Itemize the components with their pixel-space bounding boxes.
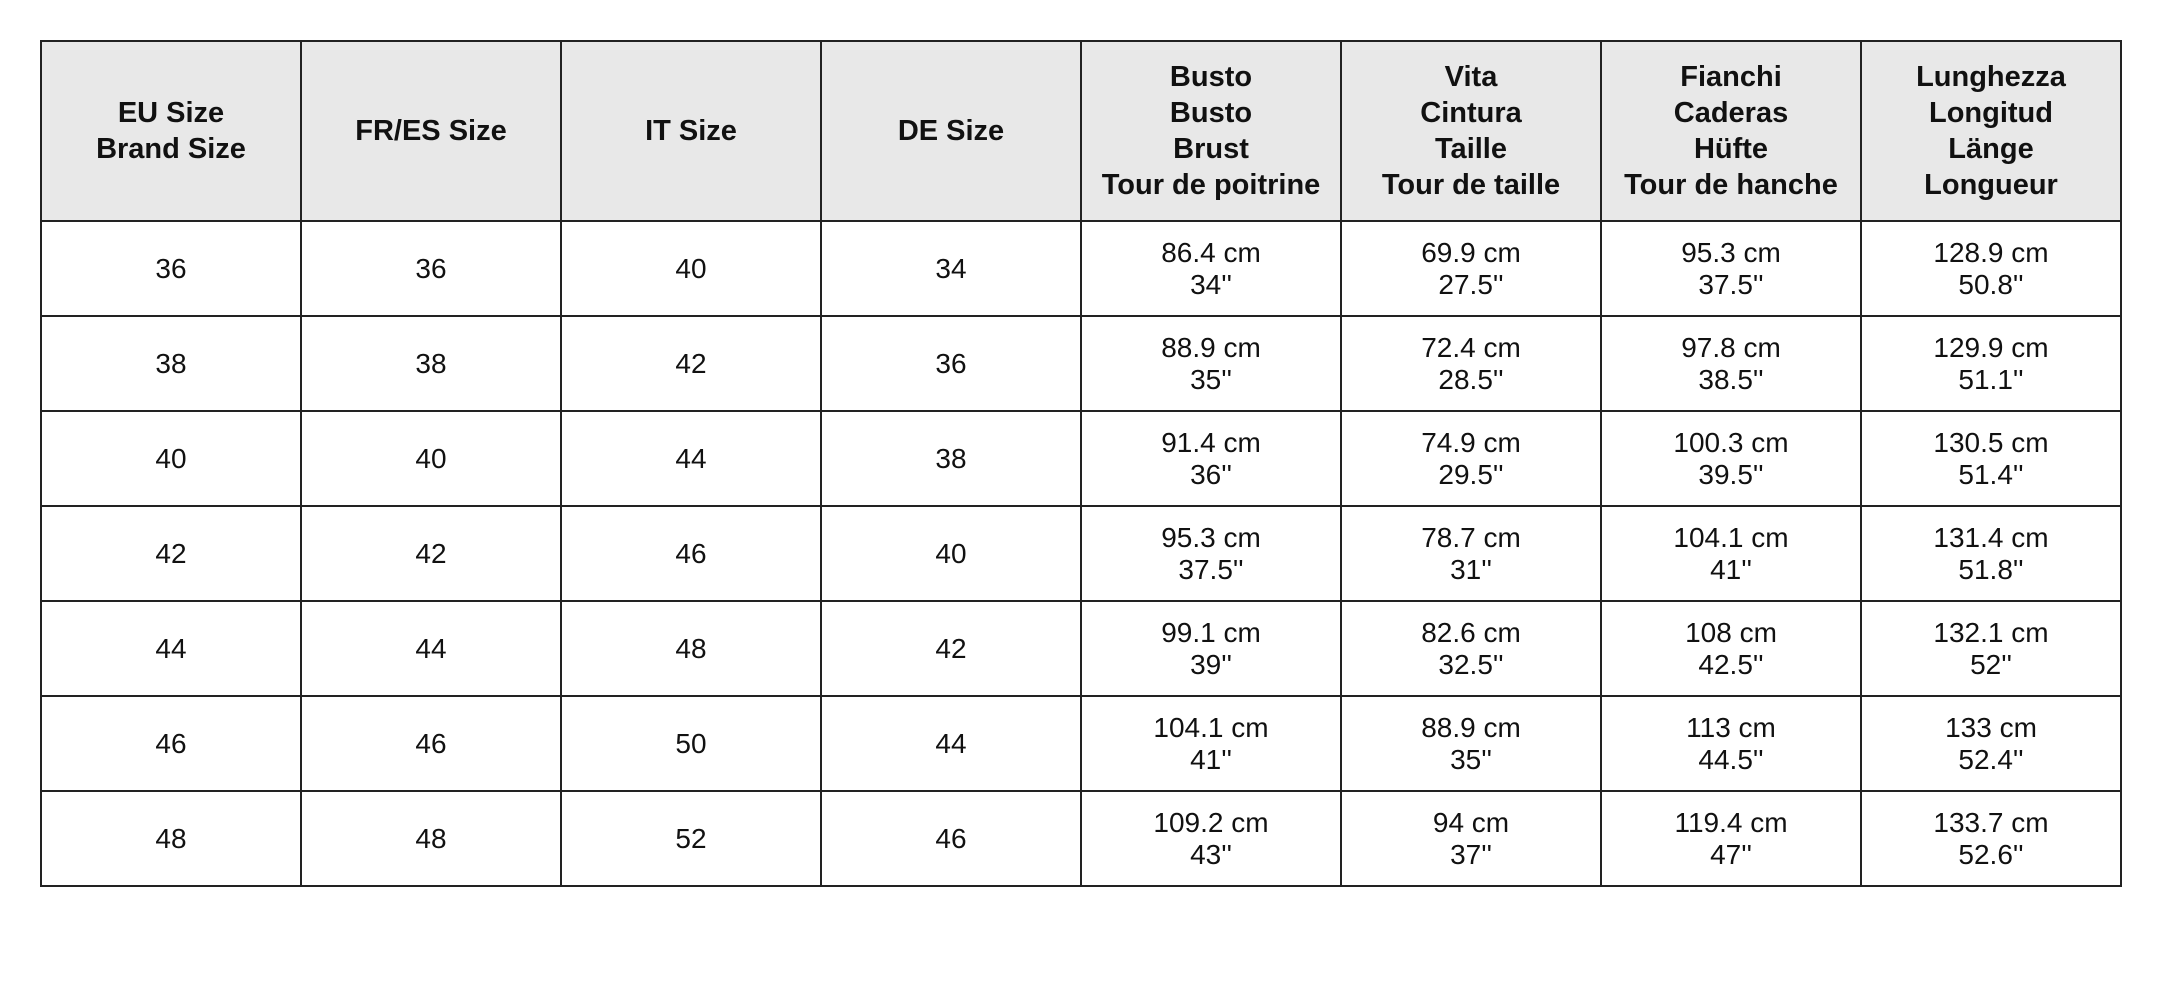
header-line: EU Size <box>117 97 225 129</box>
cell-cm: 130.5 cm <box>1933 426 2049 458</box>
cell-eu-size: 42 <box>41 506 301 601</box>
header-line: Cintura <box>1420 97 1522 129</box>
cell-cm: 129.9 cm <box>1933 331 2049 363</box>
cell-hips <box>1601 316 1861 411</box>
cell-cm: 113 cm <box>1686 711 1776 743</box>
cell-cm: 95.3 cm <box>1681 236 1781 268</box>
cell-inch: 37'' <box>1450 838 1492 870</box>
cell-fr-es-size: 36 <box>301 221 561 316</box>
cell-de-size: 40 <box>821 506 1081 601</box>
cell-cm: 78.7 cm <box>1421 521 1521 553</box>
cell-de-size: 38 <box>821 411 1081 506</box>
cell-inch: 42.5'' <box>1698 648 1764 680</box>
cell-inch: 52.6'' <box>1958 838 2024 870</box>
size-chart-table <box>40 40 2122 887</box>
header-line: Lunghezza <box>1916 61 2066 93</box>
header-line: IT Size <box>645 115 737 147</box>
cell-it-size: 50 <box>561 696 821 791</box>
header-length <box>1861 41 2121 221</box>
cell-hips <box>1601 791 1861 886</box>
cell-it-size: 52 <box>561 791 821 886</box>
cell-inch: 34'' <box>1190 268 1232 300</box>
header-line: Vita <box>1444 61 1498 93</box>
cell-fr-es-size: 42 <box>301 506 561 601</box>
table-row <box>41 221 2121 316</box>
cell-fr-es-size: 44 <box>301 601 561 696</box>
cell-cm: 97.8 cm <box>1681 331 1781 363</box>
cell-length <box>1861 316 2121 411</box>
cell-eu-size: 46 <box>41 696 301 791</box>
cell-waist <box>1341 506 1601 601</box>
cell-eu-size: 40 <box>41 411 301 506</box>
cell-length <box>1861 601 2121 696</box>
cell-fr-es-size: 40 <box>301 411 561 506</box>
table-row <box>41 696 2121 791</box>
cell-it-size: 44 <box>561 411 821 506</box>
cell-waist <box>1341 221 1601 316</box>
cell-inch: 43'' <box>1190 838 1232 870</box>
cell-inch: 39'' <box>1190 648 1232 680</box>
cell-inch: 32.5'' <box>1438 648 1504 680</box>
cell-cm: 88.9 cm <box>1161 331 1261 363</box>
header-line: Longitud <box>1928 97 2053 129</box>
cell-cm: 91.4 cm <box>1161 426 1261 458</box>
header-fr-es-size <box>301 41 561 221</box>
cell-inch: 29.5'' <box>1438 458 1504 490</box>
cell-inch: 50.8'' <box>1958 268 2024 300</box>
cell-waist <box>1341 696 1601 791</box>
cell-eu-size: 44 <box>41 601 301 696</box>
cell-inch: 41'' <box>1710 553 1752 585</box>
header-bust <box>1081 41 1341 221</box>
cell-de-size: 46 <box>821 791 1081 886</box>
cell-cm: 104.1 cm <box>1673 521 1789 553</box>
cell-cm: 94 cm <box>1432 806 1510 838</box>
cell-cm: 99.1 cm <box>1161 616 1261 648</box>
cell-length <box>1861 506 2121 601</box>
header-it-size <box>561 41 821 221</box>
cell-cm: 82.6 cm <box>1421 616 1521 648</box>
cell-eu-size: 36 <box>41 221 301 316</box>
cell-cm: 133.7 cm <box>1933 806 2049 838</box>
cell-de-size: 36 <box>821 316 1081 411</box>
cell-inch: 41'' <box>1190 743 1232 775</box>
cell-inch: 51.1'' <box>1958 363 2024 395</box>
cell-cm: 128.9 cm <box>1933 236 2049 268</box>
header-line: Brust <box>1173 133 1249 165</box>
cell-it-size: 40 <box>561 221 821 316</box>
table-row <box>41 601 2121 696</box>
cell-de-size: 42 <box>821 601 1081 696</box>
cell-fr-es-size: 48 <box>301 791 561 886</box>
cell-cm: 108 cm <box>1685 616 1777 648</box>
cell-waist <box>1341 411 1601 506</box>
table-row <box>41 411 2121 506</box>
header-line: Taille <box>1435 133 1507 165</box>
cell-eu-size: 38 <box>41 316 301 411</box>
cell-de-size: 34 <box>821 221 1081 316</box>
cell-inch: 36'' <box>1190 458 1232 490</box>
cell-inch: 35'' <box>1190 363 1232 395</box>
header-line: Longueur <box>1924 169 2058 201</box>
cell-inch: 35'' <box>1450 743 1492 775</box>
header-line: Caderas <box>1673 97 1789 129</box>
cell-inch: 27.5'' <box>1438 268 1504 300</box>
cell-waist <box>1341 316 1601 411</box>
cell-cm: 131.4 cm <box>1933 521 2049 553</box>
cell-cm: 119.4 cm <box>1674 806 1788 838</box>
table-header <box>41 41 2121 221</box>
header-line: Busto <box>1169 61 1253 93</box>
table-row <box>41 791 2121 886</box>
cell-hips <box>1601 506 1861 601</box>
cell-inch: 37.5'' <box>1698 268 1764 300</box>
table-row <box>41 316 2121 411</box>
header-line: Tour de taille <box>1381 169 1561 201</box>
cell-waist <box>1341 791 1601 886</box>
cell-bust <box>1081 601 1341 696</box>
cell-length <box>1861 696 2121 791</box>
cell-cm: 109.2 cm <box>1153 806 1269 838</box>
cell-bust <box>1081 506 1341 601</box>
cell-inch: 47'' <box>1710 838 1752 870</box>
cell-cm: 86.4 cm <box>1161 236 1261 268</box>
cell-eu-size: 48 <box>41 791 301 886</box>
header-line: Fianchi <box>1680 61 1782 93</box>
cell-it-size: 42 <box>561 316 821 411</box>
header-line: Tour de poitrine <box>1101 169 1321 201</box>
cell-bust <box>1081 791 1341 886</box>
cell-bust <box>1081 411 1341 506</box>
cell-inch: 52.4'' <box>1958 743 2024 775</box>
cell-cm: 72.4 cm <box>1421 331 1521 363</box>
header-line: Busto <box>1169 97 1253 129</box>
cell-inch: 39.5'' <box>1698 458 1764 490</box>
cell-de-size: 44 <box>821 696 1081 791</box>
cell-length <box>1861 791 2121 886</box>
cell-inch: 38.5'' <box>1698 363 1764 395</box>
cell-bust <box>1081 696 1341 791</box>
header-de-size <box>821 41 1081 221</box>
cell-inch: 51.4'' <box>1958 458 2024 490</box>
cell-cm: 132.1 cm <box>1933 616 2049 648</box>
cell-it-size: 48 <box>561 601 821 696</box>
cell-fr-es-size: 38 <box>301 316 561 411</box>
cell-length <box>1861 411 2121 506</box>
cell-waist <box>1341 601 1601 696</box>
cell-bust <box>1081 316 1341 411</box>
cell-inch: 52'' <box>1970 648 2012 680</box>
header-row <box>41 41 2121 221</box>
cell-cm: 104.1 cm <box>1153 711 1269 743</box>
cell-inch: 28.5'' <box>1438 363 1504 395</box>
cell-cm: 95.3 cm <box>1161 521 1261 553</box>
header-line: Länge <box>1948 133 2034 165</box>
cell-length <box>1861 221 2121 316</box>
table-body <box>41 221 2121 886</box>
cell-cm: 74.9 cm <box>1421 426 1521 458</box>
cell-cm: 100.3 cm <box>1673 426 1789 458</box>
cell-hips <box>1601 696 1861 791</box>
cell-inch: 44.5'' <box>1698 743 1764 775</box>
header-waist <box>1341 41 1601 221</box>
cell-hips <box>1601 411 1861 506</box>
cell-cm: 69.9 cm <box>1421 236 1521 268</box>
cell-cm: 88.9 cm <box>1421 711 1521 743</box>
cell-cm: 133 cm <box>1945 711 2037 743</box>
header-line: Hüfte <box>1693 133 1769 165</box>
cell-hips <box>1601 601 1861 696</box>
header-line: FR/ES Size <box>355 115 507 147</box>
cell-inch: 51.8'' <box>1958 553 2024 585</box>
header-hips <box>1601 41 1861 221</box>
header-line: Tour de hanche <box>1624 169 1838 201</box>
cell-inch: 31'' <box>1450 553 1492 585</box>
cell-it-size: 46 <box>561 506 821 601</box>
cell-inch: 37.5'' <box>1178 553 1244 585</box>
cell-bust <box>1081 221 1341 316</box>
cell-fr-es-size: 46 <box>301 696 561 791</box>
header-eu-size <box>41 41 301 221</box>
header-line: DE Size <box>897 115 1005 147</box>
table-row <box>41 506 2121 601</box>
header-line: Brand Size <box>96 133 246 165</box>
cell-hips <box>1601 221 1861 316</box>
